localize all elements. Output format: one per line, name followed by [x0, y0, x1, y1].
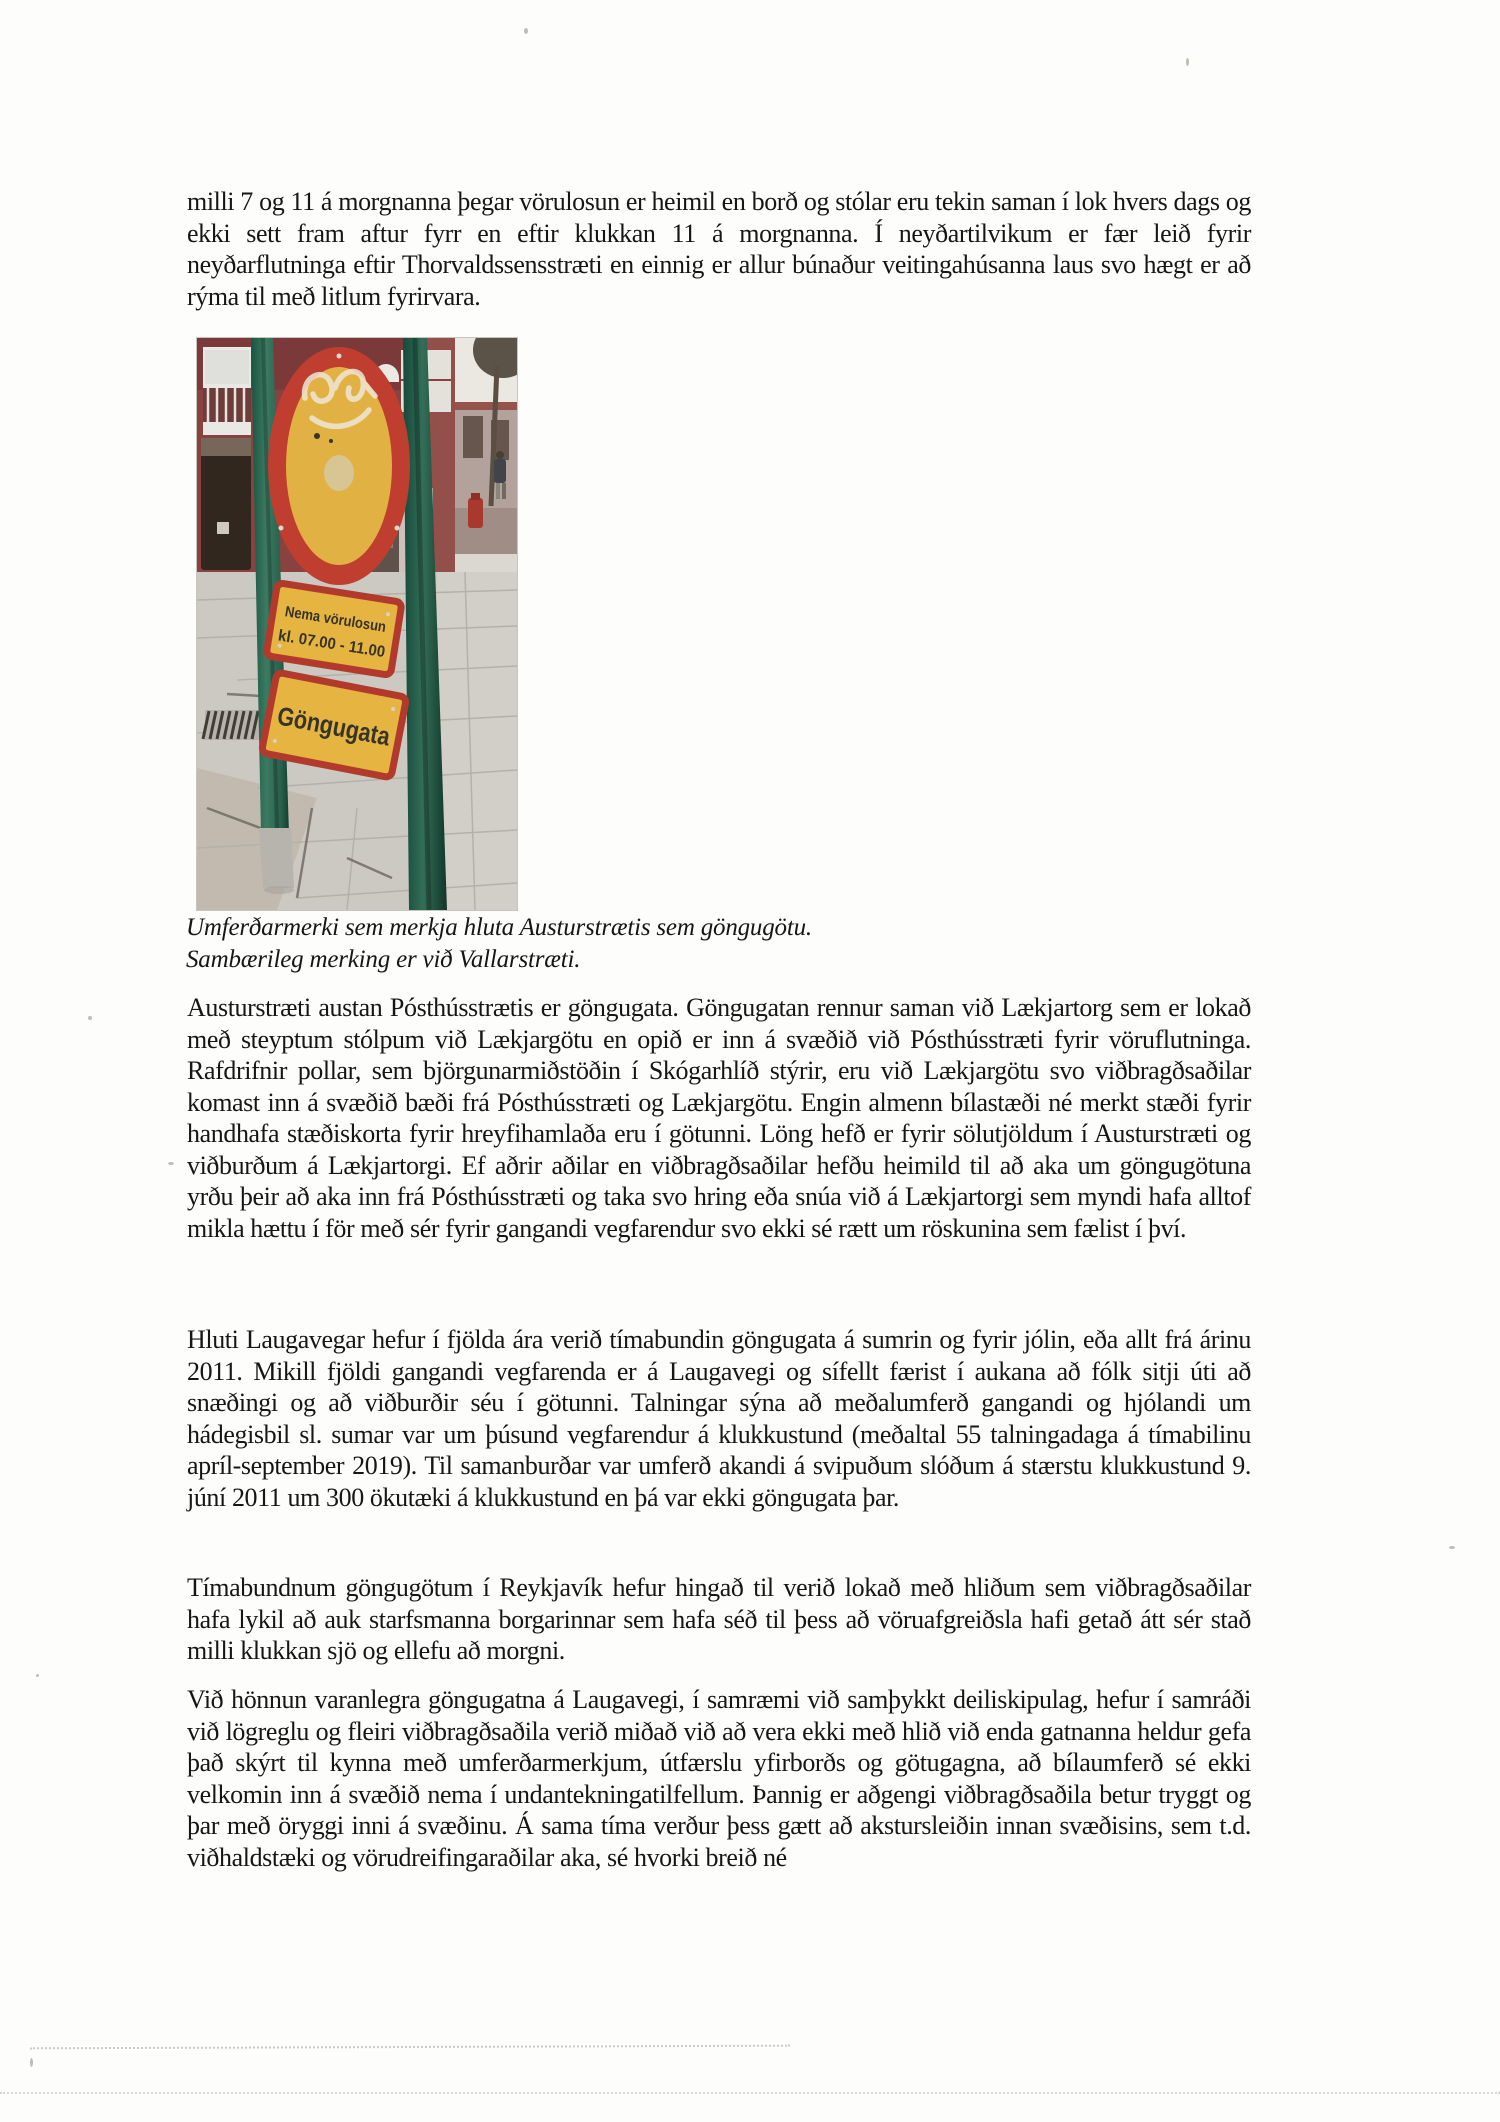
- scan-speck: [36, 1674, 39, 1677]
- scan-speck: [1449, 1546, 1455, 1549]
- scan-artifact-line: [30, 2045, 790, 2050]
- street-name-plate-text: Göngugata: [274, 700, 416, 757]
- photo-caption: [186, 912, 946, 976]
- scan-speck: [168, 1162, 174, 1165]
- exception-plate-line1: Nema vörulosun: [283, 603, 403, 639]
- prohibition-sign: [268, 347, 410, 585]
- scan-speck: [1186, 58, 1189, 66]
- background-building: [455, 338, 517, 554]
- photo-caption-line2: Sambærileg merking er við Vallarstræti.: [186, 946, 581, 973]
- street-sign-photo: [197, 338, 517, 910]
- paragraph-laugavegur: Hluti Laugavegar hefur í fjölda ára verið tímabundin göngugata á sumrin og fyrir jólin, eða allt frá árinu 2011. Mikill fjöldi gangandi vegfarenda er á Laugavegi og sífellt færist í aukana að fólk sitji úti að snæðingi og að viðburðir séu í götunni. Talningar sýna að meðalumferð gangandi og hjólandi um hádegisbil sl. sumar var um þúsund vegfarendur á klukkustund (meðaltal 55 talningadaga á tímabilinu apríl-september 2019). Til samanburðar var umferð akandi á svipuðum slóðum á stærstu klukkustund 9. júní 2011 um 300 ökutæki á klukkustund en þá var ekki göngugata þar.: [187, 1325, 1251, 1512]
- paragraph-honnun: Við hönnun varanlegra göngugatna á Laugavegi, í samræmi við samþykkt deiliskipulag, hefur í samráði við lögreglu og fleiri viðbragðsaðila verið miðað við að vera ekki með hlið við enda gatnanna heldur gefa það skýrt til kynna með umferðarmerkjum, útfærslu yfirborðs og götugagna, að bílaumferð sé ekki velkomin inn á svæðið nema í undantekningatilfellum. Þannig er aðgengi viðbragðsaðila betur tryggt og þar með öryggi inni á svæðinu. Á sama tíma verður þess gætt að akstursleiðin innan svæðisins, sem t.d. viðhaldstæki og vörudreifingaraðilar aka, sé hvorki breið né: [187, 1685, 1251, 1872]
- street-sign-photo-scene: [197, 338, 517, 910]
- drain-grate: [203, 710, 261, 740]
- scan-speck: [524, 28, 528, 34]
- exception-plate: [266, 583, 402, 676]
- scan-speck: [30, 2058, 33, 2067]
- photo-caption-line1: Umferðarmerki sem merkja hluta Austurstrætis sem göngugötu.: [186, 914, 812, 941]
- waste-bin: [201, 438, 251, 570]
- paragraph-intro: milli 7 og 11 á morgnanna þegar vörulosun er heimil en borð og stólar eru tekin saman í lok hvers dags og ekki sett fram aftur fyrr en eftir klukkan 11 á morgnanna. Í neyðartilvikum er fær leið fyrir neyðarflutninga eftir Thorvaldssensstræti en einnig er allur búnaður veitingahúsanna laus svo hægt er að rýma til með litlum fyrirvara.: [187, 187, 1251, 311]
- paragraph-timabundnar-gongugotur: Tímabundnum göngugötum í Reykjavík hefur hingað til verið lokað með hliðum sem viðbragðsaðilar hafa lykil að auk starfsmanna borgarinnar sem hafa séð til þess að vöruafgreiðsla hafi getað átt sér stað milli klukkan sjö og ellefu að morgni.: [187, 1573, 1251, 1665]
- red-bollard: [468, 498, 483, 528]
- pole-base-sleeve: [259, 828, 294, 888]
- paragraph-austurstraeti: Austurstræti austan Pósthússtrætis er göngugata. Göngugatan rennur saman við Lækjartorg sem er lokað með steyptum stólpum við Lækjargötu en opið er inn á svæðið við Pósthússtræti fyrir vöruflutninga. Rafdrifnir pollar, sem björgunarmiðstöðin í Skógarhlíð stýrir, eru við Lækjargötu svo viðbragðsaðilar komast inn á svæðið bæði frá Pósthússtræti og Lækjargötu. Engin almenn bílastæði né merkt stæði fyrir handhafa stæðiskorta fyrir hreyfihamlaða eru í götunni. Löng hefð er fyrir sölutjöldum í Austurstræti og viðburðum á Lækjartorgi. Ef aðrir aðilar en viðbragðsaðilar hefðu heimild til að aka um göngugötuna yrðu þeir að aka inn frá Pósthússtræti og taka svo hring eða snúa við á Lækjartorgi sem myndi hafa alltof mikla hættu í för með sér fyrir gangandi vegfarendur svo ekki sé rætt um röskunina sem fælist í því.: [187, 993, 1251, 1243]
- exception-plate-line2: kl. 07.00 - 11.00: [276, 627, 394, 663]
- scan-speck: [88, 1016, 92, 1020]
- scan-artifact-line: [0, 2092, 1500, 2094]
